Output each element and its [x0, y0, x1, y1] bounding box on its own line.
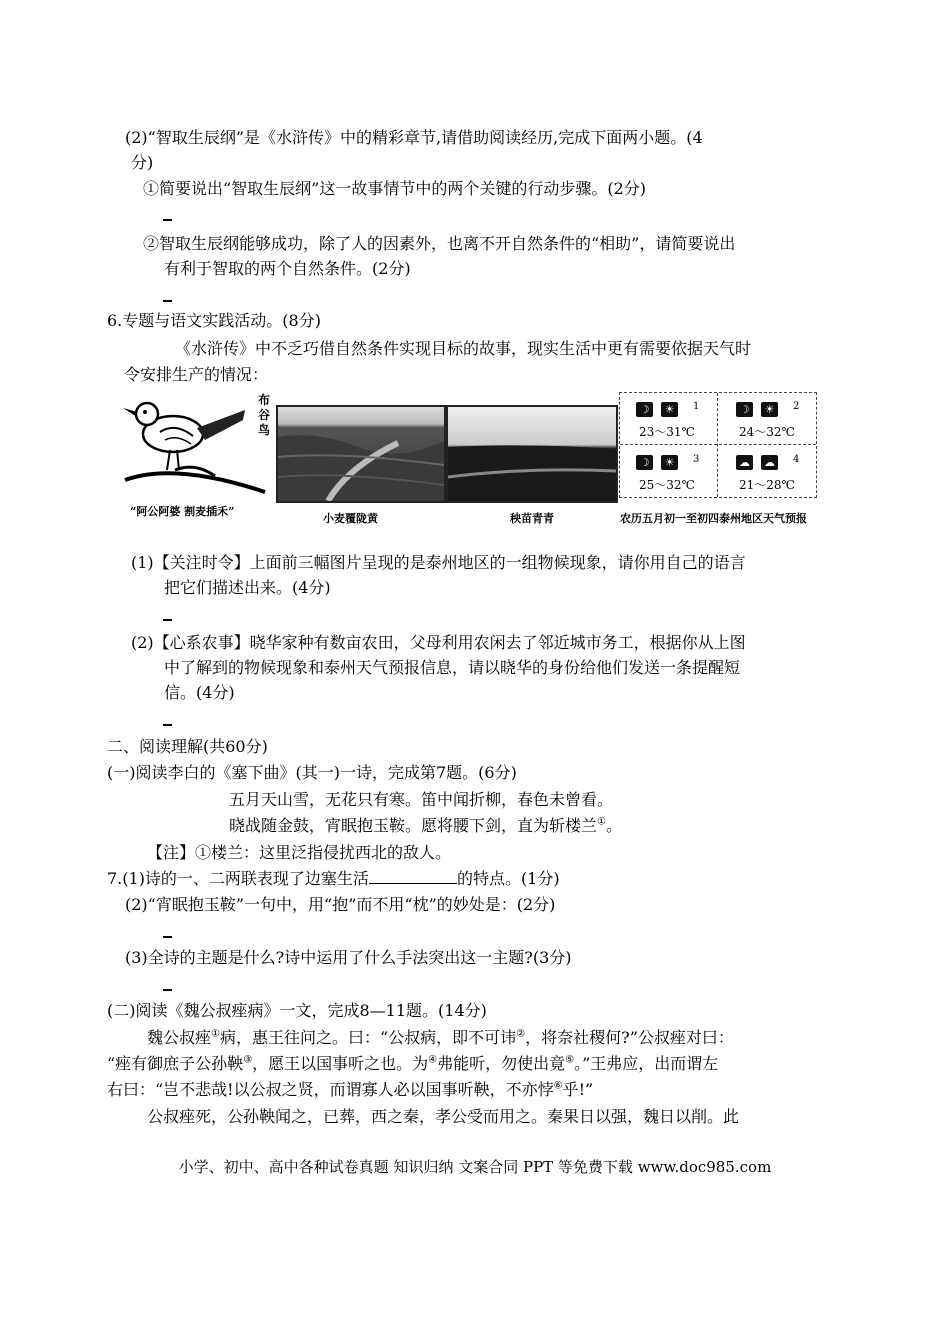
day-number: 3 [693, 454, 700, 465]
section2-title: 二、阅读理解(共60分) [107, 737, 268, 756]
q6-sub1-line1: (1)【关注时令】上面前三幅图片呈现的是泰州地区的一组物候现象，请你用自己的语言 [131, 553, 746, 572]
forecast-day-1 [620, 393, 714, 442]
q7-1 [107, 867, 560, 891]
moon-icon: ☽ [736, 402, 753, 417]
forecast-day-4 [720, 446, 814, 495]
answer-blank-mark [163, 936, 172, 938]
poem-line2-end: 。 [605, 816, 622, 835]
note-mark: ④ [428, 1054, 438, 1066]
rice-field-texture [448, 407, 616, 501]
page-footer: 小学、初中、高中各种试卷真题 知识归纳 文案合同 PPT 等免费下载 www.doc985.com [178, 1158, 772, 1176]
temperature-range: 23～31℃ [639, 425, 695, 439]
q7-3: (3)全诗的主题是什么?诗中运用了什么手法突出这一主题?(3分) [125, 948, 572, 967]
bird-illustration [115, 392, 273, 498]
day-number: 1 [693, 401, 700, 412]
q5-2-b-line2: 有利于智取的两个自然条件。(2分) [164, 259, 411, 278]
poem-line1: 五月天山雪，无花只有寒。笛中闻折柳，春色未曾看。 [229, 790, 614, 809]
q6-intro-line2: 令安排生产的情况： [124, 365, 269, 384]
passage-line3 [107, 1078, 593, 1102]
poem-line2 [229, 814, 622, 838]
weather-forecast-box [619, 392, 817, 498]
note-mark: ② [516, 1028, 526, 1040]
q7-1-text-a: 7.(1)诗的一、二两联表现了边塞生活 [107, 869, 369, 888]
poem-note: 【注】①楼兰：这里泛指侵扰西北的敌人。 [147, 843, 452, 862]
sun-icon: ☀ [661, 402, 678, 417]
q5-2-line2: 分) [131, 153, 154, 172]
part2-title: (二)阅读《魏公叔痤病》一文，完成8—11题。(14分) [107, 1001, 487, 1020]
wheat-caption: 小麦覆陇黄 [323, 512, 378, 525]
temperature-range: 24～32℃ [739, 425, 795, 439]
q6-sub2-line2: 中了解到的物候现象和泰州天气预报信息，请以晓华的身份给他们发送一条提醒短 [164, 658, 741, 677]
q7-2: (2)“宵眠抱玉鞍”一句中，用“抱”而不用“枕”的妙处是：(2分) [125, 895, 556, 914]
q5-2-b-line1: ②智取生辰纲能够成功，除了人的因素外，也离不开自然条件的“相助”，请简要说出 [143, 234, 736, 253]
rice-caption: 秧苗青青 [510, 512, 554, 525]
passage-text: ，将奈社稷何?”公叔痤对曰： [525, 1028, 734, 1047]
rice-seedling-photo [446, 405, 618, 503]
passage-line4: 公叔痤死，公孙鞅闻之，已葬，西之秦，孝公受而用之。秦果日以强，魏日以削。此 [147, 1107, 740, 1126]
cloud-rain-icon: ☁ [736, 455, 753, 470]
temperature-range: 25～32℃ [639, 478, 695, 492]
note-mark: ⑤ [565, 1054, 575, 1066]
note-mark: ① [211, 1028, 220, 1040]
wheat-field-texture [278, 407, 444, 501]
sun-icon: ☀ [761, 402, 778, 417]
passage-text: 右曰：“岂不悲哉!以公叔之贤，而谓寡人必以国事听鞅，不亦悖 [107, 1080, 554, 1099]
q6-intro-line1: 《水浒传》中不乏巧借自然条件实现目标的故事，现实生活中更有需要依据天气时 [175, 339, 752, 358]
q7-1-answer-blank[interactable] [369, 867, 457, 884]
passage-text: “痤有御庶子公孙鞅 [107, 1054, 244, 1073]
bird-label: 布谷鸟 [258, 393, 271, 437]
note-mark: ① [597, 816, 606, 828]
forecast-day-2 [720, 393, 814, 442]
passage-text: ，愿王以国事听之也。为 [252, 1054, 429, 1073]
q6-sub2-line3: 信。(4分) [164, 683, 235, 702]
forecast-day-3 [620, 446, 714, 495]
note-mark: ⑥ [553, 1080, 563, 1092]
forecast-caption: 农历五月初一至初四泰州地区天气预报 [620, 512, 807, 525]
moon-icon: ☽ [636, 455, 653, 470]
q5-2-a: ①简要说出“智取生辰纲”这一故事情节中的两个关键的行动步骤。(2分) [143, 179, 647, 198]
answer-blank-mark [163, 300, 172, 302]
temperature-range: 21～28℃ [739, 478, 795, 492]
passage-text: 病，惠王往问之。曰：“公叔病，即不可讳 [219, 1028, 517, 1047]
day-number: 2 [793, 401, 800, 412]
passage-text: 乎!” [562, 1080, 594, 1099]
poem-line2-text: 晓战随金鼓，宵眠抱玉鞍。愿将腰下剑，直为斩楼兰 [229, 816, 598, 835]
answer-blank-mark [163, 989, 172, 991]
passage-line2 [107, 1052, 718, 1076]
q6-sub2-line1: (2)【心系农事】晓华家种有数亩农田，父母利用农闲去了邻近城市务工，根据你从上图 [131, 633, 746, 652]
wheat-field-photo [276, 405, 446, 503]
passage-line1 [147, 1026, 734, 1050]
answer-blank-mark [163, 619, 172, 621]
passage-text: 弗能听，勿使出竟 [437, 1054, 566, 1073]
day-number: 4 [793, 454, 800, 465]
note-mark: ③ [243, 1054, 253, 1066]
bird-caption: “阿公阿婆 割麦插禾” [130, 505, 235, 518]
q7-1-text-b: 的特点。(1分) [456, 869, 560, 888]
part1-title: (一)阅读李白的《塞下曲》(其一)一诗，完成第7题。(6分) [107, 763, 517, 782]
passage-text: 。”王弗应，出而谓左 [574, 1054, 719, 1073]
cloud-rain-icon: ☁ [761, 455, 778, 470]
q5-2-line1: (2)“智取生辰纲”是《水浒传》中的精彩章节,请借助阅读经历,完成下面两小题。(4 [125, 128, 703, 147]
answer-blank-mark [163, 219, 172, 221]
bird-drawing [115, 392, 273, 498]
moon-icon: ☽ [636, 402, 653, 417]
sun-icon: ☀ [661, 455, 678, 470]
q6-sub1-line2: 把它们描述出来。(4分) [164, 578, 331, 597]
q6-title: 6.专题与语文实践活动。(8分) [107, 311, 321, 330]
answer-blank-mark [163, 724, 172, 726]
passage-text: 魏公叔痤 [147, 1028, 212, 1047]
